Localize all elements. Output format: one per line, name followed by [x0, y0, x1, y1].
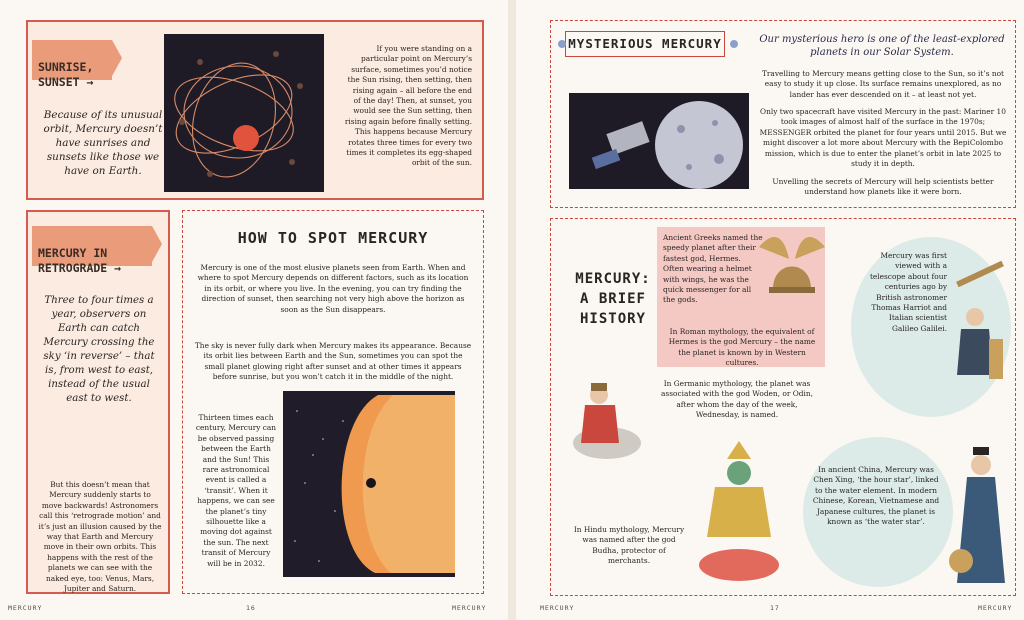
chinese-scholar-illustration — [945, 443, 1011, 593]
telescope-text — [869, 251, 947, 334]
germanic-text — [659, 379, 815, 421]
mysterious-intro-text: Our mysterious hero is one of the least-explored planets in our Solar System. — [759, 34, 1005, 58]
retrograde-handnote — [36, 294, 162, 406]
spot-p1 — [193, 263, 473, 315]
orbit-illustration — [164, 34, 324, 192]
mysterious-title-box — [565, 31, 725, 57]
hindu-text-content: In Hindu mythology, Mercury was named after the god Budha, protector of merchants. — [573, 525, 685, 566]
right-footer-page — [770, 604, 780, 612]
transit-illustration — [283, 391, 455, 577]
mysterious-panel — [550, 20, 1016, 208]
left-footer-page-text: 16 — [246, 604, 256, 612]
greeks-text: Ancient Greeks named the speedy planet after their fastest god, Hermes. Often wearing a helmet with wings, he was the quick messenger for all the gods. — [663, 233, 763, 305]
sunrise-handnote-text: Because of its unusual orbit, Mercury doesn’t have sunrises and sunsets like those we have on Earth. — [43, 109, 163, 177]
retrograde-panel — [26, 210, 170, 594]
germanic-text-content: In Germanic mythology, the planet was associated with the god Woden, or Odin, after whom the day of the week, Wednesday, is named. — [661, 379, 813, 420]
mysterious-p3-text: Unvelling the secrets of Mercury will help scientists better understand how planets like it were born. — [772, 177, 994, 197]
retrograde-ribbon-label: MERCURY IN RETROGRADE → — [38, 246, 122, 275]
china-text-content: In ancient China, Mercury was Chen Xing, ‘the hour star’, linked to the water element. In modern Chinese, Korean, Vietnamese and Japanese cultures, the planet is known as ‘the water star’. — [812, 465, 940, 527]
spacecraft-illustration — [569, 93, 749, 189]
spot-title — [183, 229, 483, 247]
left-footer-name — [8, 604, 42, 612]
history-panel — [550, 218, 1016, 596]
hindu-text — [571, 525, 687, 567]
spot-p2 — [193, 341, 473, 383]
mysterious-p2 — [757, 107, 1009, 169]
roman-text: In Roman mythology, the equivalent of Hermes is the god Mercury – the name the planet is known by in Western cultures. — [668, 327, 816, 368]
spot-p1-text: Mercury is one of the most elusive planets seen from Earth. When and where to spot Mercury depends on different factors, such as its location in its orbit, or where you live. In the evening, you can try finding the direction of sunset, then searching not very high above the horizon as soon as the Sun disappears. — [197, 263, 469, 314]
retrograde-ribbon — [32, 226, 152, 275]
sunrise-body-text: If you were standing on a particular point on Mercury’s surface, sometimes you’d notice the Sun rising, then setting, then rising again – all before the end of the day! Then, at sunset, you would see the Sun setting, then rising again before finally setting. This happens because Mercury rotates three times for every two times it completes its egg-shaped orbit of the sun. — [344, 44, 472, 168]
mysterious-p2-text: Only two spacecraft have visited Mercury in the past: Mariner 10 took images of almost half of the surface in the 1970s; MESSENGER orbited the planet for four years until 2015. But we might discover a lot more about Mercury with the BepiColombo mission, which is due to enter the planet’s orbit in late 2025 to study it in depth. — [759, 107, 1007, 169]
telescope-text-content: Mercury was first viewed with a telescope about four centuries ago by British astronomer Thomas Harriot and Italian scientist Galileo Galilei. — [869, 251, 947, 333]
right-footer-page-text: 17 — [770, 604, 780, 612]
left-page — [0, 0, 508, 620]
astronomer-illustration — [945, 259, 1011, 389]
mysterious-title-text: MYSTERIOUS MERCURY — [568, 36, 722, 51]
spot-title-text: HOW TO SPOT MERCURY — [237, 229, 429, 247]
small-planet-icon — [729, 39, 739, 49]
right-page — [516, 0, 1024, 620]
right-footer-name-right-text: MERCURY — [978, 604, 1013, 612]
sunrise-handnote — [40, 108, 166, 178]
history-title — [573, 249, 653, 329]
sunrise-ribbon-label: SUNRISE, SUNSET → — [38, 60, 94, 89]
sunrise-body — [344, 44, 472, 169]
left-footer-name-right — [452, 604, 486, 612]
small-planet-icon — [557, 39, 567, 49]
right-footer-name-right — [978, 604, 1012, 612]
spot-p3 — [195, 413, 277, 569]
china-text — [811, 465, 941, 527]
history-title-text: MERCURY: A BRIEF HISTORY — [575, 271, 651, 327]
sunrise-ribbon — [32, 40, 112, 89]
budha-illustration — [691, 437, 787, 587]
mysterious-p1 — [757, 69, 1009, 100]
gutter — [508, 0, 516, 620]
right-footer-name-text: MERCURY — [540, 604, 575, 612]
retrograde-body — [38, 480, 162, 594]
odin-illustration — [555, 369, 651, 469]
mysterious-p3 — [757, 177, 1009, 198]
retrograde-handnote-text: Three to four times a year, observers on Earth can catch Mercury crossing the sky ‘in reverse’ – that is, from west to east, instead of the usual east to west. — [43, 295, 155, 404]
right-footer-name — [540, 604, 574, 612]
sunrise-panel — [26, 20, 484, 200]
retrograde-body-text: But this doesn’t mean that Mercury suddenly starts to move backwards! Astronomers call this ‘retrograde motion’ and it’s just an illusion caused by the way that Earth and Mercury move in their own orbits. This happens with the rest of the planets we can see with the naked eye, too: Venus, Mars, Jupiter and Saturn. — [38, 480, 162, 594]
left-footer-name-text: MERCURY — [8, 604, 43, 612]
mysterious-title — [566, 36, 724, 51]
winged-helmet-icon — [749, 229, 835, 303]
mysterious-intro — [757, 33, 1007, 59]
mysterious-p1-text: Travelling to Mercury means getting close to the Sun, so it’s not easy to study it up close. Its surface remains unexplored, as no lander has ever descended on it – at least not yet. — [761, 69, 1005, 99]
left-footer-page — [246, 604, 256, 612]
spot-p3-text: Thirteen times each century, Mercury can be observed passing between the Earth and the Sun! This rare astronomical event is called a ‘transit’. When it happens, we can see the planet’s tiny silhouette like a moving dot against the sun. The next transit of Mercury will be in 2032. — [195, 413, 277, 568]
spot-p2-text: The sky is never fully dark when Mercury makes its appearance. Because its orbit lies between Earth and the Sun, sometimes you can spot the small planet glowing right after sunset and at other times it appears before sunrise, but you won’t catch it in the middle of the night. — [194, 341, 472, 382]
left-footer-name-right-text: MERCURY — [452, 604, 487, 612]
spot-panel — [182, 210, 484, 594]
